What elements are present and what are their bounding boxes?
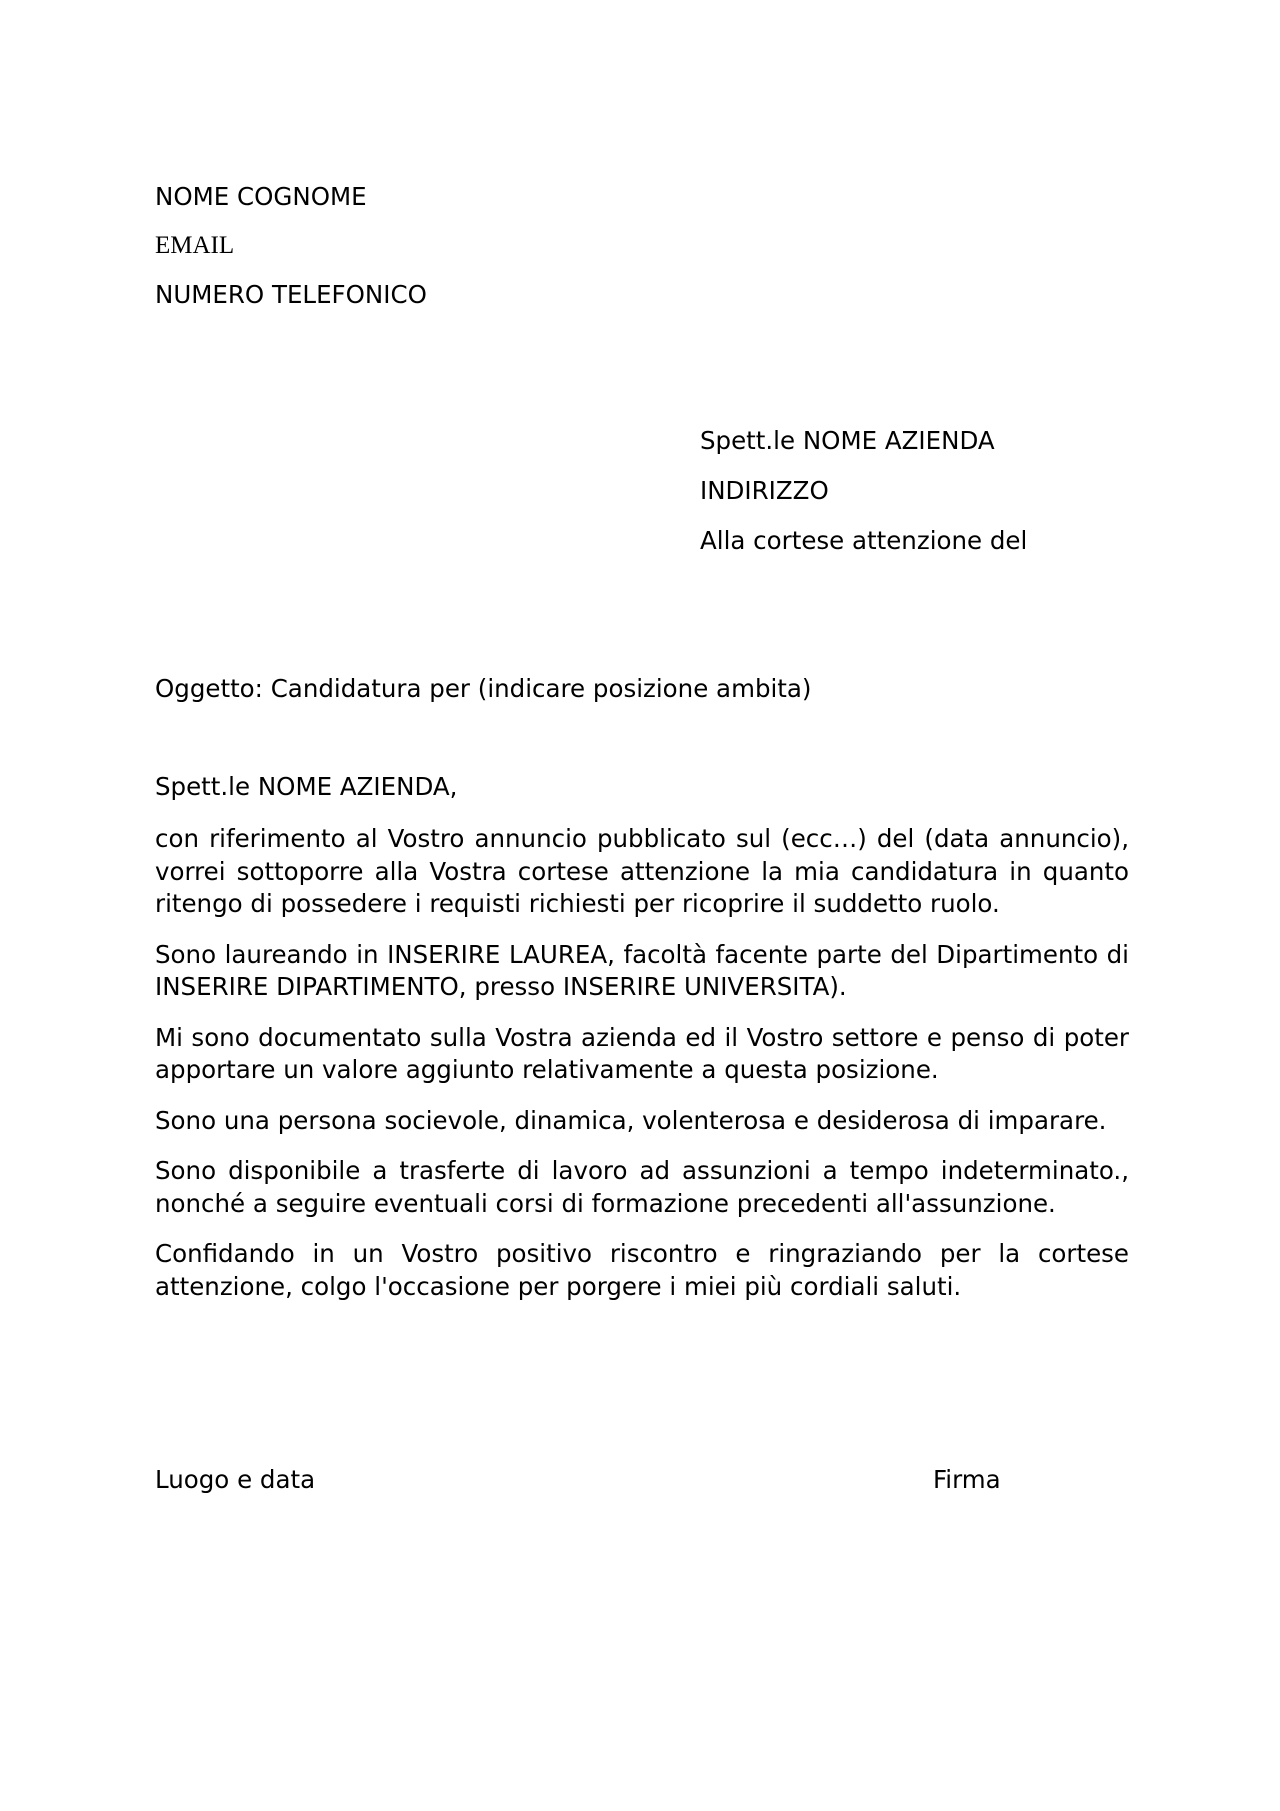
body-paragraph: Sono disponibile a trasferte di lavoro ad assunzioni a tempo indeterminato., nonché a seguire eventuali corsi di formazione precedenti all'assunzione. <box>155 1156 1129 1218</box>
body-paragraph: Sono una persona socievole, dinamica, volenterosa e desiderosa di imparare. <box>155 1105 1107 1135</box>
sender-name: NOME COGNOME <box>155 182 367 211</box>
sender-email: EMAIL <box>155 232 235 259</box>
sender-block <box>155 181 755 328</box>
body-paragraph: Mi sono documentato sulla Vostra azienda ed il Vostro settore e penso di poter apportare un valore aggiunto relativamente a questa posizione. <box>155 1022 1129 1084</box>
recipient-company: Spett.le NOME AZIENDA <box>700 426 995 455</box>
body-paragraph: con riferimento al Vostro annuncio pubblicato sul (ecc…) del (data annuncio), vorrei sottoporre alla Vostra cortese attenzione la mia candidatura in quanto ritengo di possedere i requisti richiesti per ricoprire il suddetto ruolo. <box>155 824 1129 918</box>
body-paragraph: Sono laureando in INSERIRE LAUREA, facoltà facente parte del Dipartimento di INSERIRE DIPARTIMENTO, presso INSERIRE UNIVERSITA). <box>155 939 1129 1001</box>
recipient-attention: Alla cortese attenzione del <box>700 526 1028 555</box>
signature-label: Firma <box>933 1465 1001 1494</box>
recipient-address: INDIRIZZO <box>700 476 829 505</box>
recipient-block <box>700 425 1180 575</box>
letter-body <box>155 823 1129 1321</box>
sender-phone: NUMERO TELEFONICO <box>155 280 427 309</box>
letter-subject: Oggetto: Candidatura per (indicare posizione ambita) <box>155 674 812 703</box>
letter-greeting: Spett.le NOME AZIENDA, <box>155 772 458 801</box>
body-paragraph: Confidando in un Vostro positivo riscontro e ringraziando per la cortese attenzione, colgo l'occasione per porgere i miei più cordiali saluti. <box>155 1239 1129 1301</box>
place-and-date: Luogo e data <box>155 1465 316 1494</box>
